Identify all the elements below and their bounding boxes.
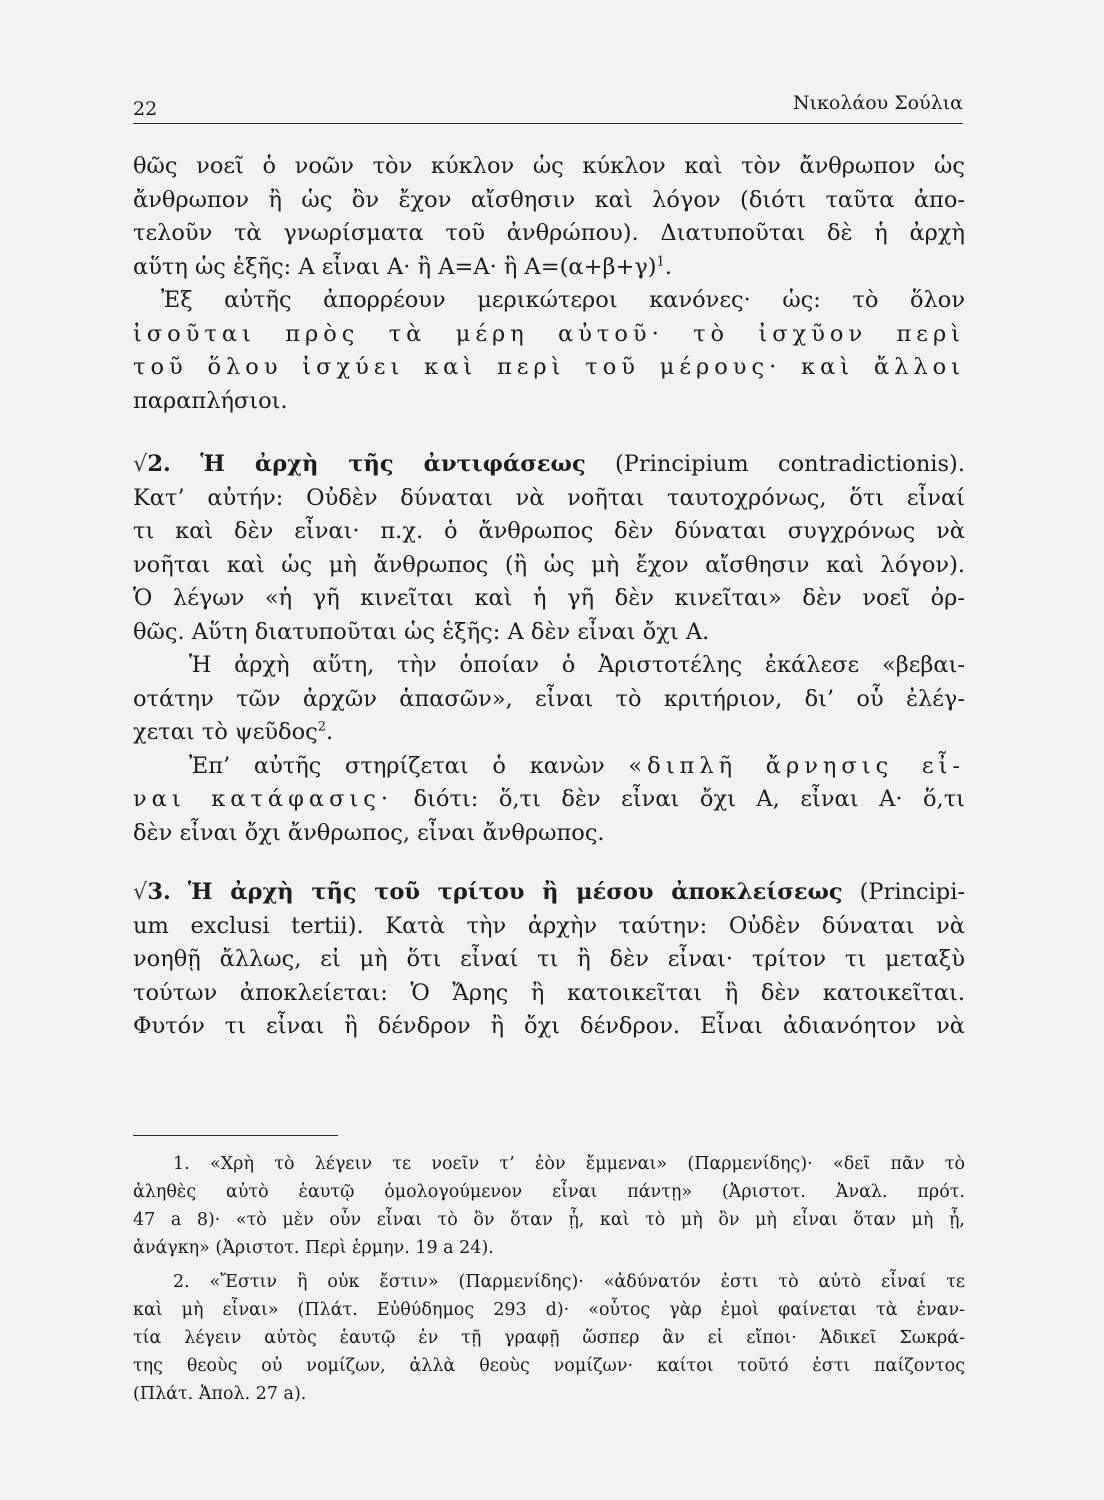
text-line: ἄνθρωπον ἢ ὡς ὂν ἔχον αἴσθησιν καὶ λόγον (διότι ταῦτα ἀπο- (133, 186, 965, 213)
text-line: παραπλήσιοι. (133, 387, 288, 414)
header-rule (133, 123, 963, 124)
latin-term: (Principium contradictionis). (585, 451, 965, 477)
text-line: Κατ’ αὐτήν: Οὐδὲν δύναται νὰ νοῆται ταυτοχρόνως, ὅτι εἶναί (133, 484, 965, 511)
footnotes (133, 1150, 965, 1408)
section-heading-contradiction (133, 448, 965, 482)
text-line: Ὁ λέγων «ἡ γῆ κινεῖται καὶ ἡ γῆ δὲν κινεῖται» δὲν νοεῖ ὀρ- (133, 585, 965, 611)
emphasized-rule: ναι κατάφασις· (133, 786, 394, 812)
footnote-line: 2. «Ἔστιν ἢ οὐκ ἔστιν» (Παρμενίδης)· «ἀδύνατόν ἐστι τὸ αὐτὸ εἶναί τε (173, 1272, 965, 1292)
footnote-line: τία λέγειν αὐτὸς ἑαυτῷ ἐν τῇ γραφῇ ὥσπερ ἂν εἰ εἴποι· Ἀδικεῖ Σωκρά- (133, 1328, 965, 1348)
footnote-line: (Πλάτ. Ἀπολ. 27 a). (133, 1384, 307, 1404)
section-heading-excluded-middle (133, 876, 965, 910)
footnote-line: 1. «Χρὴ τὸ λέγειν τε νοεῖν τ’ ἐὸν ἔμμεναι» (Παρμενίδης)· «δεῖ πᾶν τὸ (173, 1154, 965, 1174)
footnote-line: της θεοὺς οὐ νομίζων, ἀλλὰ θεοὺς νομίζων· καίτοι τοῦτό ἐστι παίζοντος (133, 1356, 965, 1376)
footnote-line: 47 a 8)· «τὸ μὲν οὖν εἶναι τὸ ὂν ὅταν ᾖ, καὶ τὸ μὴ ὂν μὴ εἶναι ὅταν μὴ ᾖ, (133, 1210, 965, 1230)
section-number: 2. (147, 451, 171, 477)
text-line: Φυτόν τι εἶναι ἢ δένδρον ἢ ὄχι δένδρον. Εἶναι ἀδιανόητον νὰ (133, 1013, 965, 1039)
paragraph-excluded-middle (133, 910, 965, 1044)
running-head-author: Νικολάου Σούλια (792, 92, 963, 114)
sentence-end: . (664, 253, 672, 280)
footnote-rule (133, 1135, 338, 1136)
running-head (133, 92, 963, 122)
text-line: Ἐξ αὐτῆς ἀπορρέουν μερικώτεροι κανόνες· ὡς: τὸ ὅλον (161, 287, 965, 313)
text-line-content: διότι: ὅ,τι δὲν εἶναι ὄχι Α, εἶναι Α· ὅ,τι (393, 786, 965, 812)
text-line-content: χεται τὸ ψεῦδος (133, 719, 318, 745)
text-line: τούτων ἀποκλείεται: Ὁ Ἄρης ἢ κατοικεῖται ἢ δὲν κατοικεῖται. (133, 979, 965, 1006)
text-line-content: Ἐπ’ αὐτῆς στηρίζεται ὁ κανὼν (189, 752, 629, 779)
text-line: θῶς νοεῖ ὁ νοῶν τὸν κύκλον ὡς κύκλον καὶ τὸν ἄνθρωπον ὡς (133, 153, 965, 179)
text-line: Ἡ ἀρχὴ αὕτη, τὴν ὁποίαν ὁ Ἀριστοτέλης ἐκάλεσε «βεβαι- (189, 652, 965, 678)
footnote-2 (133, 1268, 965, 1408)
latin-term: (Principi- (842, 879, 966, 905)
paragraph-double-negation (133, 750, 965, 851)
emphasized-rule: «διπλῆ ἄρνησις εἶ- (628, 752, 965, 779)
text-line (133, 716, 965, 750)
footnote-line: ἀληθὲς αὐτὸ ἑαυτῷ ὁμολογούμενον εἶναι πάντῃ» (Ἀριστοτ. Ἀναλ. πρότ. (133, 1182, 965, 1202)
text-line: οτάτην τῶν ἀρχῶν ἁπασῶν», εἶναι τὸ κριτήριον, δι’ οὗ ἐλέγ- (133, 685, 965, 712)
body-text (133, 150, 965, 1044)
text-line (133, 750, 965, 784)
text-line: θῶς. Αὕτη διατυποῦται ὡς ἑξῆς: Α δὲν εἶναι ὄχι Α. (133, 618, 710, 645)
text-line: ἰσοῦται πρὸς τὰ μέρη αὐτοῦ· τὸ ἰσχῦον περὶ (133, 320, 965, 347)
section-number: 3. (147, 879, 171, 905)
text-line (133, 251, 965, 285)
text-line: νοηθῇ ἄλλως, εἰ μὴ ὅτι εἶναί τι ἢ δὲν εἶναι· τρίτον τι μεταξὺ (133, 946, 965, 972)
text-line: δὲν εἶναι ὄχι ἄνθρωπος, εἶναι ἄνθρωπος. (133, 819, 605, 846)
paragraph-aristotle (133, 649, 965, 750)
text-line: νοῆται καὶ ὡς μὴ ἄνθρωπος (ἢ ὡς μὴ ἔχον αἴσθησιν καὶ λόγον). (133, 551, 965, 578)
text-line: τι καὶ δὲν εἶναι· π.χ. ὁ ἄνθρωπος δὲν δύναται συγχρόνως νὰ (133, 518, 965, 544)
section-title: Ἡ ἀρχὴ τῆς ἀντιφάσεως (200, 451, 586, 477)
footnote-ref-2: 2 (317, 719, 327, 735)
text-line: um exclusi tertii). Κατὰ τὴν ἀρχὴν ταύτην: Οὐδὲν δύναται νὰ (133, 912, 965, 939)
paragraph-derived-rules (133, 284, 965, 418)
footnote-line: ἀνάγκη» (Ἀριστοτ. Περὶ ἑρμην. 19 a 24). (133, 1238, 494, 1258)
section-spacer (133, 850, 965, 876)
check-mark-icon: √ (133, 451, 148, 477)
formula-line: αὕτη ὡς ἑξῆς: Α εἶναι Α· ἢ Α=Α· ἢ Α=(α+β+γ) (133, 253, 657, 280)
paragraph-contradiction (133, 482, 965, 650)
footnote-ref-1: 1 (656, 254, 665, 269)
page-number: 22 (133, 98, 158, 120)
section-spacer (133, 418, 965, 448)
sentence-end: . (326, 719, 334, 745)
text-line (133, 783, 965, 817)
section-title: Ἡ ἀρχὴ τῆς τοῦ τρίτου ἢ μέσου ἀποκλείσεως (187, 879, 843, 905)
check-mark-icon: √ (133, 879, 148, 905)
paragraph-identity-principle (133, 150, 965, 284)
text-line: τοῦ ὅλου ἰσχύει καὶ περὶ τοῦ μέρους· καὶ ἄλλοι (133, 354, 965, 380)
footnote-line: καὶ μὴ εἶναι» (Πλάτ. Εὐθύδημος 293 d)· «οὗτος γὰρ ἐμοὶ φαίνεται τὰ ἐναν- (133, 1300, 965, 1320)
text-line: τελοῦν τὰ γνωρίσματα τοῦ ἀνθρώπου). Διατυποῦται δὲ ἡ ἀρχὴ (133, 220, 965, 246)
footnote-1 (133, 1150, 965, 1262)
